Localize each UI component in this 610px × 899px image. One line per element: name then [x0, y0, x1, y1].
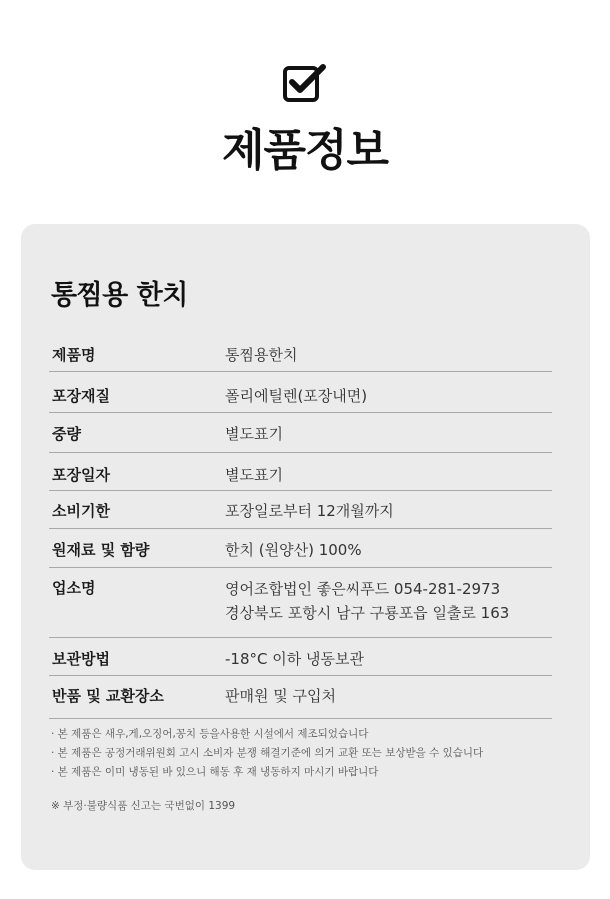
notice-item: · 본 제품은 이미 냉동된 바 있으니 해동 후 재 냉동하지 마시기 바랍니다 [51, 766, 379, 778]
info-row-return-exchange [49, 676, 552, 719]
row-label: 원재료 및 함량 [52, 541, 150, 559]
row-label: 업소명 [52, 579, 96, 597]
report-line: ※ 부정·불량식품 신고는 국번없이 1399 [51, 800, 236, 812]
info-table [49, 334, 552, 719]
row-value: -18°C 이하 냉동보관 [225, 650, 364, 668]
row-value [225, 577, 552, 637]
row-label: 소비기한 [52, 502, 110, 520]
info-row-expiry [49, 491, 552, 529]
row-value: 통찜용한치 [225, 346, 298, 364]
product-name: 통찜용 한치 [51, 280, 188, 311]
row-label: 보관방법 [52, 650, 110, 668]
row-value: 한치 (원양산) 100% [225, 541, 362, 559]
row-value: 판매원 및 구입처 [225, 687, 336, 705]
business-name-phone: 영어조합법인 좋은씨푸드 054-281-2973 [225, 580, 501, 598]
row-label: 중량 [52, 425, 81, 443]
row-label: 반품 및 교환장소 [52, 687, 164, 705]
row-label: 제품명 [52, 346, 96, 364]
row-label: 포장재질 [52, 387, 110, 405]
row-value: 폴리에틸렌(포장내면) [225, 387, 368, 405]
checkbox-checked-icon [282, 63, 328, 103]
notice-list [51, 725, 571, 782]
info-row-product-name [49, 334, 552, 372]
info-row-packaging-date [49, 453, 552, 491]
info-row-weight [49, 413, 552, 453]
row-value: 포장일로부터 12개월까지 [225, 502, 394, 520]
row-value: 별도표기 [225, 425, 283, 443]
info-row-storage [49, 638, 552, 676]
notice-item: · 본 제품은 공정거래위원회 고시 소비자 분쟁 해결기준에 의거 교환 또는 보상받을 수 있습니다 [51, 747, 484, 759]
notice-item: · 본 제품은 새우,게,오징어,꽁치 등을사용한 시설에서 제조되었습니다 [51, 728, 369, 740]
product-info-card [21, 224, 590, 870]
info-row-ingredients [49, 529, 552, 568]
page-title: 제품정보 [221, 125, 388, 176]
row-value: 별도표기 [225, 466, 283, 484]
business-address: 경상북도 포항시 남구 구룡포읍 일출로 163 [225, 604, 510, 622]
info-row-business [49, 568, 552, 638]
info-row-packaging-material [49, 372, 552, 413]
row-label: 포장일자 [52, 466, 110, 484]
